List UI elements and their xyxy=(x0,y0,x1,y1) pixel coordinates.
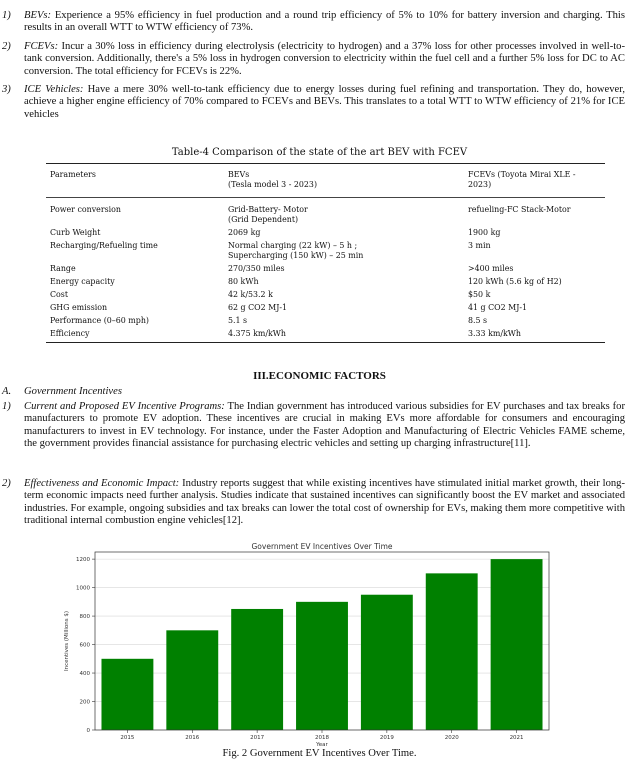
y-tick-label: 800 xyxy=(79,614,90,621)
table-row xyxy=(46,240,605,263)
table-cell: Curb Weight xyxy=(50,228,101,237)
bar-2017 xyxy=(231,609,283,730)
list-lead: ICE Vehicles: xyxy=(24,84,84,95)
table-row xyxy=(46,302,605,315)
table-cell: Energy capacity xyxy=(50,277,115,286)
bar-2018 xyxy=(296,602,348,730)
bar-2020 xyxy=(426,573,478,730)
x-tick-label: 2017 xyxy=(250,735,265,741)
bar-2015 xyxy=(101,659,153,730)
table-row xyxy=(46,263,605,276)
list-body: Industry reports suggest that while existing incentives have stimulated initial market growth, their long-term economic impacts need further analysis. Studies indicate that sustained incentives can significantly boost the EV market and associated industries. For example, ongoing subsidies and tax breaks can lower the total cost of ownership for EVs, making them more competitive with traditional internal combustion engine vehicles[12]. xyxy=(24,478,626,527)
table-row xyxy=(46,227,605,240)
bar-2021 xyxy=(491,559,543,730)
list-text xyxy=(24,401,625,451)
x-tick-label: 2021 xyxy=(509,735,524,741)
table-cell: $50 k xyxy=(468,290,491,299)
table-header-cell: Parameters xyxy=(46,164,224,198)
table-cell: 80 kWh xyxy=(228,277,259,286)
table-cell: 3 min xyxy=(468,241,491,250)
table-cell: 42 k/53.2 k xyxy=(228,290,273,299)
list-body: The Indian government has introduced various subsidies for EV purchases and tax breaks for manufacturers to promote EV adoption. These incentives are crucial in making EVs more affordable for consumers and encouraging manufacturers to invest in EV technology. For instance, under the Faster Adoption and Manufacturing of Electric Vehicles FAME scheme, the government provides financial assistance for purchasing electric vehicles and setting up charging infrastructure[11]. xyxy=(24,401,625,450)
table-cell: Recharging/Refueling time xyxy=(50,241,158,250)
x-tick-label: 2019 xyxy=(379,735,394,741)
y-tick-label: 400 xyxy=(79,671,90,678)
section-title: III.ECONOMIC FACTORS xyxy=(253,370,386,382)
list-number: 3) xyxy=(2,84,11,95)
list-number: 2) xyxy=(2,478,11,489)
list-text xyxy=(24,84,625,121)
list-lead: Current and Proposed EV Incentive Programs: xyxy=(24,401,225,412)
table-cell: 120 kWh (5.6 kg of H2) xyxy=(468,277,562,286)
table-row xyxy=(46,328,605,343)
table-header-row xyxy=(46,164,605,198)
list-lead: FCEVs: xyxy=(24,41,59,52)
y-axis-label: Incentives (Millions $) xyxy=(64,610,70,672)
list-body: Incur a 30% loss in efficiency during electrolysis (electricity to hydrogen) and a 37% loss for other processes involved in well-to-tank conversion. Additionally, there's a 5% loss in hydrogen conversion to electricity within the fuel cell and a further 5% loss for DC to AC conversion. The total efficiency for FCEVs is 22%. xyxy=(24,41,625,77)
chart-title: Government EV Incentives Over Time xyxy=(251,542,393,551)
table-cell: 270/350 miles xyxy=(228,264,285,273)
table-header-cell: FCEVs (Toyota Mirai XLE - 2023) xyxy=(464,164,605,198)
x-tick-label: 2018 xyxy=(315,735,329,741)
y-tick-label: 200 xyxy=(79,699,90,706)
list-lead: BEVs: xyxy=(24,10,52,21)
list-body: Have a mere 30% well-to-tank efficiency due to energy losses during fuel refining and transportation. They do, however, achieve a higher engine efficiency of 70% compared to FCEVs and BEVs. This translates to a total WTT to WTW efficiency of 21% for ICE vehicles xyxy=(24,84,626,120)
table-cell: 1900 kg xyxy=(468,228,501,237)
subsection-heading xyxy=(2,386,122,398)
table-row xyxy=(46,315,605,328)
incentives-bar-chart xyxy=(58,540,558,750)
subsection-label: A. xyxy=(2,386,12,397)
table-caption: Table-4 Comparison of the state of the art BEV with FCEV xyxy=(171,147,468,158)
y-tick-label: 1000 xyxy=(76,585,90,592)
table-cell: 4.375 km/kWh xyxy=(224,328,464,343)
list-number: 2) xyxy=(2,41,11,52)
table-cell: GHG emission xyxy=(50,303,108,312)
table-row xyxy=(46,276,605,289)
table-cell: 62 g CO2 MJ-1 xyxy=(228,303,288,312)
table-cell: 5.1 s xyxy=(228,316,248,325)
table-row xyxy=(46,289,605,302)
x-tick-label: 2020 xyxy=(444,735,459,741)
list-number: 1) xyxy=(2,10,11,21)
x-tick-label: 2016 xyxy=(185,735,200,741)
table-cell: >400 miles xyxy=(468,264,514,273)
table-header-cell: BEVs (Tesla model 3 - 2023) xyxy=(224,164,464,198)
table-cell: Normal charging (22 kW) – 5 h ; Supercharging (150 kW) – 25 min xyxy=(228,241,364,260)
y-tick-label: 1200 xyxy=(76,557,90,564)
table-cell: Performance (0–60 mph) xyxy=(50,316,149,325)
table-cell: Power conversion xyxy=(50,205,121,214)
list-text xyxy=(24,41,625,78)
table-row xyxy=(46,198,605,228)
table-cell: refueling-FC Stack-Motor xyxy=(468,205,571,214)
table-cell: 3.33 km/kWh xyxy=(464,328,605,343)
x-tick-label: 2015 xyxy=(120,735,135,741)
list-text xyxy=(24,10,625,35)
y-tick-label: 0 xyxy=(86,728,90,734)
list-number: 1) xyxy=(2,401,11,412)
comparison-table xyxy=(46,163,605,343)
list-lead: Effectiveness and Economic Impact: xyxy=(24,478,180,489)
table-cell: 2069 kg xyxy=(228,228,261,237)
table-cell: 41 g CO2 MJ-1 xyxy=(468,303,528,312)
figure-caption: Fig. 2 Government EV Incentives Over Time. xyxy=(222,748,417,759)
table-cell: 8.5 s xyxy=(468,316,488,325)
list-body: Experience a 95% efficiency in fuel production and a round trip efficiency of 5% to 10% for battery inversion and charging. This results in an overall WTT to WTW efficiency of 73%. xyxy=(24,10,625,34)
table-cell: Range xyxy=(50,264,76,273)
bar-2016 xyxy=(166,630,218,730)
subsection-title: Government Incentives xyxy=(24,386,122,397)
x-axis-label: Year xyxy=(316,742,328,748)
y-tick-label: 600 xyxy=(79,642,90,649)
list-text xyxy=(24,478,625,528)
bar-2019 xyxy=(361,595,413,730)
table-cell: Efficiency xyxy=(46,328,224,343)
table-cell: Cost xyxy=(50,290,69,299)
table-cell: Grid-Battery- Motor (Grid Dependent) xyxy=(228,205,308,224)
